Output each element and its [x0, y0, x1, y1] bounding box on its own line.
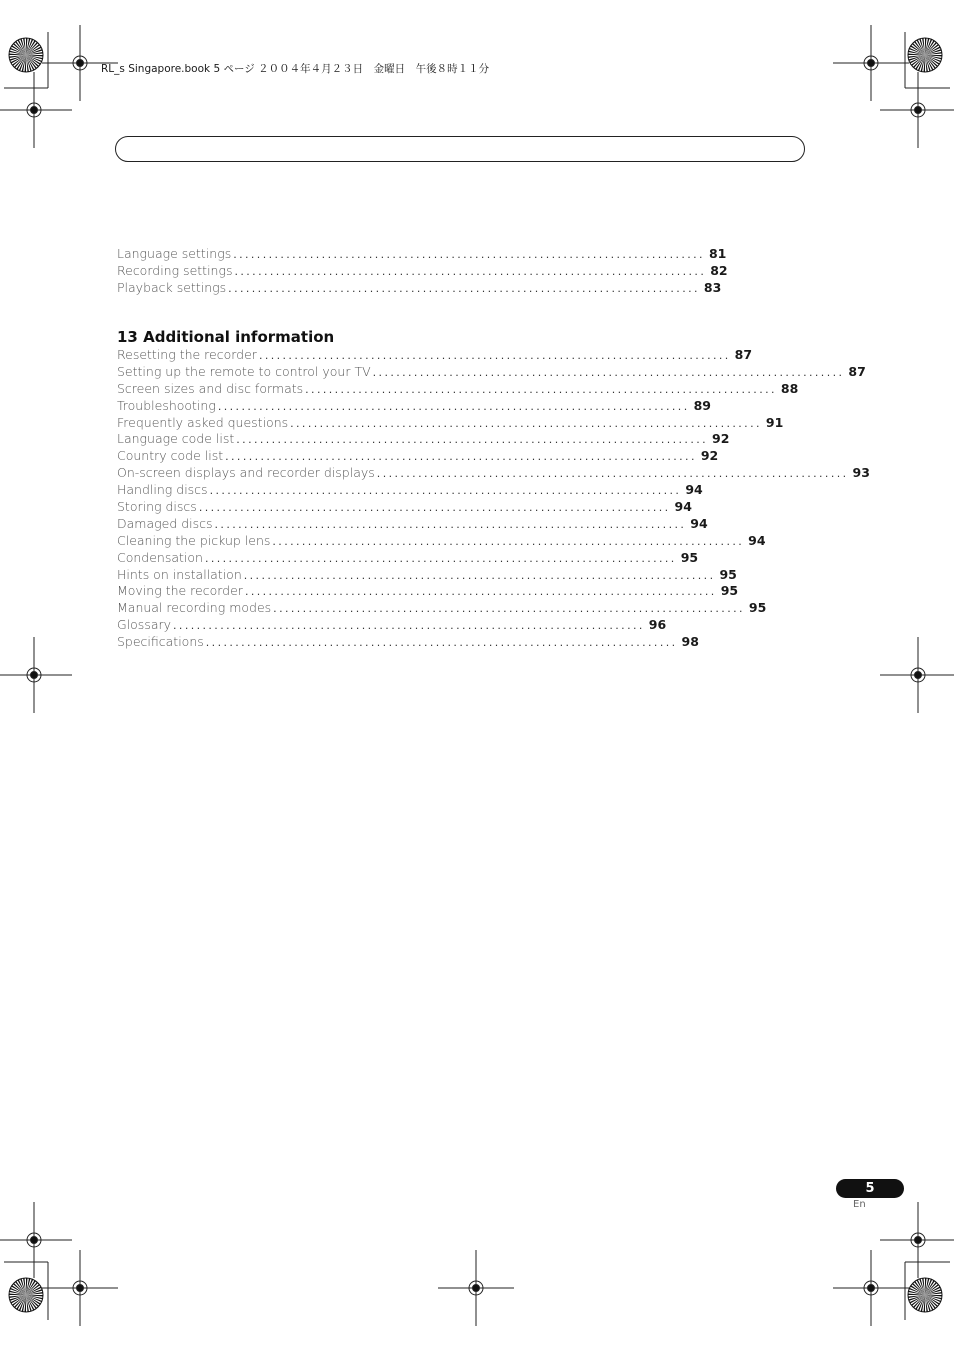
registration-crosshair-icon: [0, 637, 72, 713]
toc-leader-dots: ................................................................................: [217, 399, 690, 413]
toc-entry-page: 92: [700, 448, 719, 464]
toc-leader-dots: ................................................................................: [244, 585, 717, 599]
toc-entry-label: Resetting the recorder: [117, 347, 257, 362]
registration-sunburst-icon: [9, 1278, 43, 1312]
registration-crosshair-icon: [880, 637, 954, 713]
toc-entry-page: 96: [648, 617, 667, 633]
toc-entry-label: Setting up the remote to control your TV: [117, 363, 371, 379]
toc-entry-label: Manual recording modes: [117, 600, 272, 616]
toc-entry-label: Playback settings: [117, 279, 227, 295]
toc-leader-dots: ................................................................................: [372, 365, 845, 379]
toc-entry: [117, 246, 727, 263]
toc-entry-page: 92: [712, 431, 730, 447]
file-info: RL_s Singapore.book 5 ページ ２００４年４月２３日 金曜日 午後８時１１分: [101, 63, 490, 75]
toc-entry-page: 94: [748, 532, 766, 548]
toc-entry-page: 81: [708, 246, 727, 261]
toc-entry-label: Country code list: [117, 448, 224, 464]
toc-leader-dots: ................................................................................: [243, 568, 716, 582]
registration-crosshair-icon: [42, 1250, 118, 1326]
toc-leader-dots: ................................................................................: [204, 551, 677, 565]
toc-entry-label: Condensation: [117, 549, 203, 565]
registration-sunburst-icon: [908, 38, 942, 72]
toc-entry-label: Troubleshooting: [117, 397, 216, 413]
toc-entry-page: 93: [852, 465, 870, 481]
toc-leader-dots: ................................................................................: [273, 602, 745, 616]
toc-entry-page: 94: [685, 482, 703, 498]
toc-leader-dots: ................................................................................: [225, 450, 697, 464]
registration-crosshair-icon: [438, 1250, 514, 1326]
registration-crosshair-icon: [0, 1202, 72, 1278]
toc-entry-label: Specifications: [117, 634, 204, 650]
toc-leader-dots: ................................................................................: [214, 517, 687, 531]
toc-entry-label: Glossary: [117, 617, 172, 633]
toc-leader-dots: ................................................................................: [173, 619, 645, 633]
toc-entry-page: 82: [710, 262, 728, 278]
toc-entry-label: On-screen displays and recorder displays: [117, 465, 375, 481]
toc-entry-page: 94: [690, 515, 708, 531]
page-language: En: [853, 1199, 866, 1210]
toc-entry-label: Language code list: [117, 431, 235, 447]
section-heading: 13 Additional information: [117, 328, 335, 346]
registration-crosshair-icon: [0, 72, 72, 148]
toc-entry: [117, 262, 728, 280]
toc-entry: [117, 397, 711, 415]
toc-leader-dots: ................................................................................: [376, 467, 849, 481]
toc-entry: [117, 431, 730, 448]
toc-section-list: [117, 347, 870, 651]
toc-entry-label: Handling discs: [117, 482, 208, 498]
toc-entry: [117, 482, 703, 499]
toc-entry: [117, 414, 784, 432]
registration-sunburst-icon: [908, 1278, 942, 1312]
registration-sunburst-icon: [9, 38, 43, 72]
toc-entry-page: 91: [765, 414, 784, 430]
toc-leader-dots: ................................................................................: [198, 501, 671, 515]
toc-entry-page: 94: [674, 499, 692, 515]
toc-entry-label: Storing discs: [117, 499, 197, 515]
toc-leader-dots: ................................................................................: [236, 433, 709, 447]
toc-entry-label: Moving the recorder: [117, 583, 243, 599]
registration-crosshair-icon: [833, 1250, 909, 1326]
toc-leader-dots: ................................................................................: [228, 281, 700, 295]
toc-entry: [117, 617, 667, 634]
toc-entry-label: Hints on installation: [117, 566, 242, 582]
toc-entry-page: 87: [848, 363, 866, 379]
toc-entry-page: 87: [734, 347, 753, 362]
toc-entry: [117, 380, 799, 398]
toc-entry: [117, 515, 708, 533]
toc-entry: [117, 549, 699, 567]
toc-entry-page: 95: [748, 600, 767, 616]
toc-entry-page: 95: [720, 583, 739, 599]
toc-leader-dots: ................................................................................: [209, 484, 682, 498]
registration-crosshair-icon: [880, 1202, 954, 1278]
toc-entry-page: 98: [681, 634, 699, 650]
toc-entry-page: 88: [780, 380, 799, 396]
toc-leader-dots: ................................................................................: [305, 382, 777, 396]
toc-entry: [117, 279, 722, 297]
toc-entry-label: Recording settings: [117, 262, 233, 278]
toc-entry-label: Frequently asked questions: [117, 414, 289, 430]
toc-entry-page: 89: [693, 397, 711, 413]
page-number-badge: 5: [836, 1179, 904, 1198]
toc-entry: [117, 583, 739, 600]
toc-entry-page: 95: [719, 566, 737, 582]
toc-top-list: [117, 246, 728, 297]
toc-entry: [117, 448, 719, 465]
toc-entry-label: Cleaning the pickup lens: [117, 532, 271, 548]
toc-entry: [117, 634, 699, 651]
toc-entry-page: 83: [703, 279, 722, 295]
toc-leader-dots: ................................................................................: [234, 264, 707, 278]
toc-entry-page: 95: [680, 549, 699, 565]
toc-entry-label: Damaged discs: [117, 515, 213, 531]
toc-entry-label: Language settings: [117, 246, 232, 261]
toc-leader-dots: ................................................................................: [233, 248, 705, 261]
toc-entry: [117, 465, 870, 482]
registration-crosshair-icon: [880, 72, 954, 148]
header-bar: [115, 136, 805, 162]
toc-entry: [117, 532, 766, 550]
toc-entry: [117, 347, 753, 364]
toc-leader-dots: ................................................................................: [272, 534, 745, 548]
toc-leader-dots: ................................................................................: [205, 636, 678, 650]
toc-entry: [117, 600, 767, 617]
toc-entry: [117, 363, 866, 381]
toc-entry: [117, 566, 737, 584]
toc-entry: [117, 499, 692, 516]
toc-entry-label: Screen sizes and disc formats: [117, 380, 304, 396]
toc-leader-dots: ................................................................................: [290, 416, 762, 430]
registration-crosshair-icon: [833, 25, 909, 101]
toc-leader-dots: ................................................................................: [258, 349, 731, 362]
